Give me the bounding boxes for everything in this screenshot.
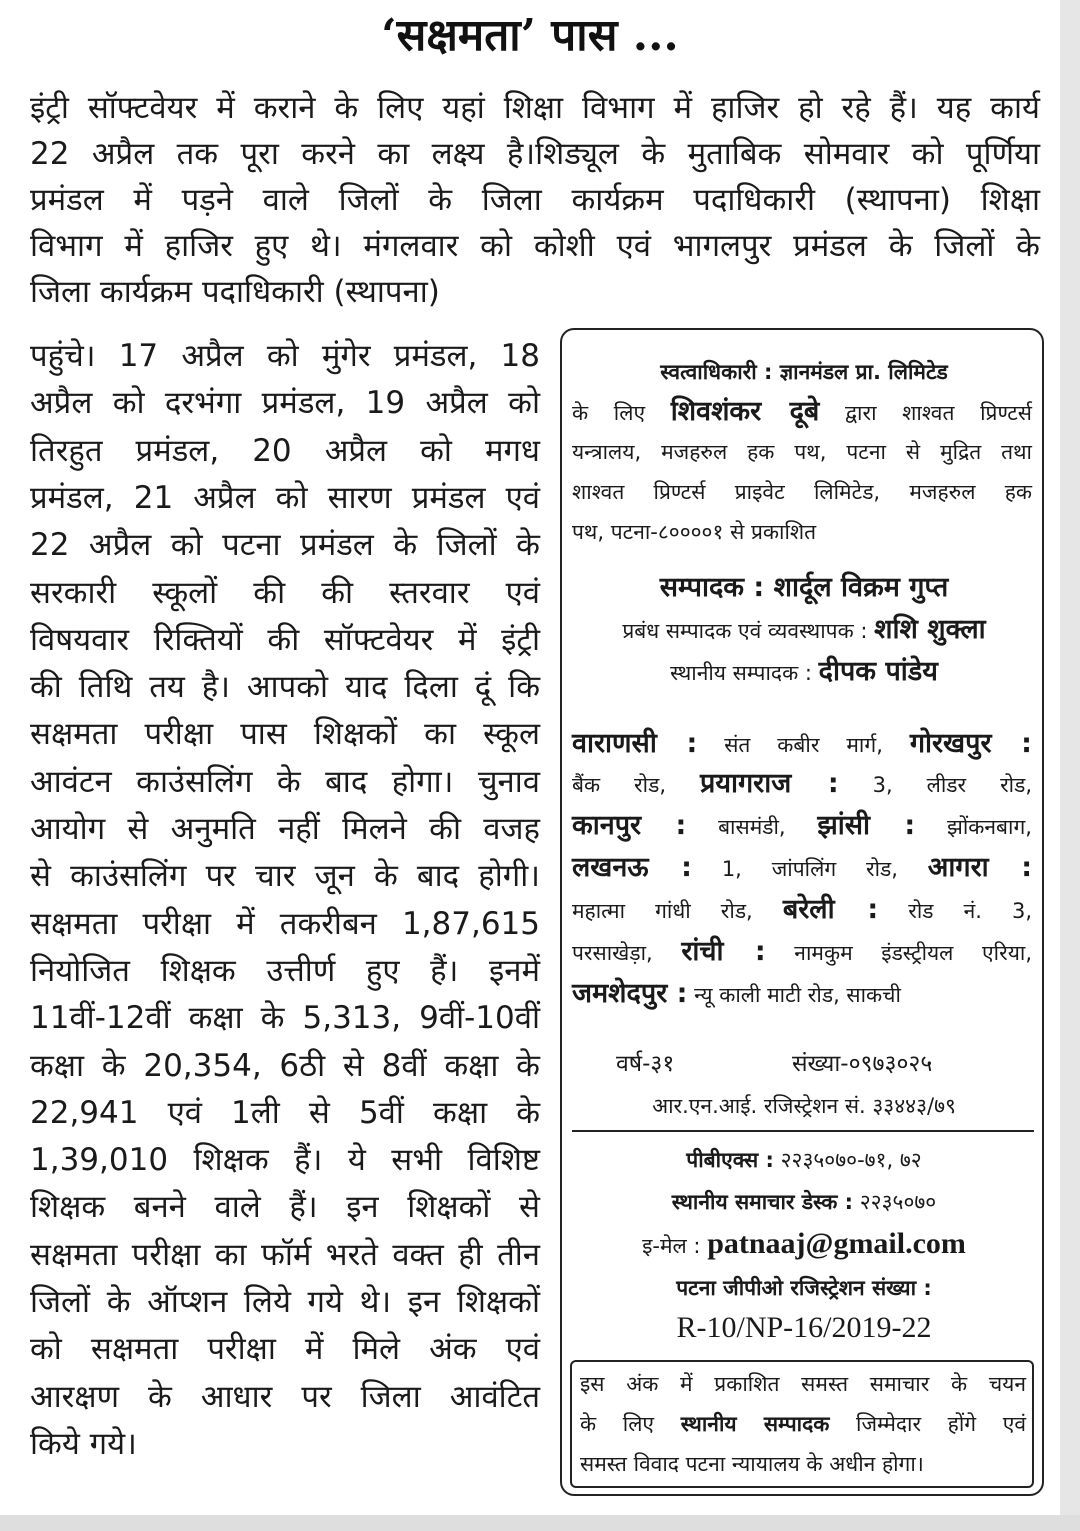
article-line: सक्षमता परीक्षा में तकरीबन 1,87,615 xyxy=(30,905,540,942)
printer-line: के लिए शिवशंकर दूबे द्वारा शाश्वत प्रिण्टर्स xyxy=(572,396,1032,427)
press-line-2: शाश्वत प्रिण्टर्स प्राइवेट लिमिटेड, मजहरुल हक xyxy=(572,480,1032,504)
article-line: विभाग में हाजिर हुए थे। मंगलवार को कोशी एवं भागलपुर प्रमंडल के जिलों के xyxy=(30,228,1040,264)
press-line-1: यन्त्रालय, मजहरुल हक पथ, पटना से मुद्रित तथा xyxy=(572,440,1032,464)
office-line-5: महात्मा गांधी रोड, बरेली : रोड नं. 3, xyxy=(572,894,1033,925)
article-line: कक्षा के 20,354, 6ठी से 8वीं कक्षा के xyxy=(30,1047,540,1084)
article-line: जिलों के ऑप्शन लिये गये थे। इन शिक्षकों xyxy=(30,1284,540,1320)
imprint-box xyxy=(560,328,1044,1496)
article-line: आरक्षण के आधार पर जिला आवंटित xyxy=(30,1378,540,1415)
owner-line: स्वत्वाधिकारी : ज्ञानमंडल प्रा. लिमिटेड xyxy=(660,360,948,384)
issue-number: संख्या-०९७३०२५ xyxy=(792,1051,933,1077)
notice-line-3: समस्त विवाद पटना न्यायालय के अधीन होगा। xyxy=(580,1452,924,1476)
notice-box xyxy=(570,1360,1034,1488)
article-line: तिरहुत प्रमंडल, 20 अप्रैल को मगध xyxy=(30,432,540,469)
right-margin-strip xyxy=(1060,0,1080,1531)
article-line: अप्रैल को दरभंगा प्रमंडल, 19 अप्रैल को xyxy=(30,385,540,422)
article-line: विषयवार रिक्तियों की सॉफ्टवेयर में इंट्री xyxy=(30,621,540,658)
article-line: जिला कार्यक्रम पदाधिकारी (स्थापना) xyxy=(30,274,440,310)
article-line: को सक्षमता परीक्षा में मिले अंक एवं xyxy=(30,1331,540,1368)
article-line: प्रमंडल में पड़ने वाले जिलों के जिला कार्यक्रम पदाधिकारी (स्थापना) शिक्षा xyxy=(30,182,1040,218)
pbx-line: पीबीएक्स : २२३५०७०-७१, ७२ xyxy=(686,1148,922,1172)
email-line: इ-मेल : patnaaj@gmail.com xyxy=(642,1227,966,1260)
article-line: सरकारी स्कूलों की की स्तरवार एवं xyxy=(30,574,540,611)
article-line: 11वीं-12वीं कक्षा के 5,313, 9वीं-10वीं xyxy=(30,1000,540,1037)
local-editor-name: दीपक पांडेय xyxy=(818,656,938,687)
article-line: 22,941 एवं 1ली से 5वीं कक्षा के xyxy=(30,1094,540,1131)
rni-registration: आर.एन.आई. रजिस्ट्रेशन सं. ३३४४३/७९ xyxy=(652,1094,956,1118)
article-line: आवंटन काउंसलिंग के बाद होगा। चुनाव xyxy=(30,763,540,800)
bottom-margin-strip xyxy=(0,1515,1080,1531)
article-line: आयोग से अनुमति नहीं मिलने की वजह xyxy=(30,811,540,847)
article-line: 22 अप्रैल को पटना प्रमंडल के जिलों के xyxy=(30,527,540,564)
gpo-label: पटना जीपीओ रजिस्ट्रेशन संख्या : xyxy=(676,1276,932,1300)
press-line-3: पथ, पटना-८००००१ से प्रकाशित xyxy=(572,520,817,544)
email-address: patnaaj@gmail.com xyxy=(707,1227,966,1260)
editor-line: सम्पादक : शार्दूल विक्रम गुप्त xyxy=(659,572,949,603)
article-line: प्रमंडल, 21 अप्रैल को सारण प्रमंडल एवं xyxy=(30,479,540,516)
article-line: पहुंचे। 17 अप्रैल को मुंगेर प्रमंडल, 18 xyxy=(30,338,540,374)
year-label: वर्ष-३१ xyxy=(616,1051,675,1077)
separator-line xyxy=(572,1130,1034,1132)
notice-line-2: के लिए स्थानीय सम्पादक जिम्मेदार होंगे एवं xyxy=(580,1412,1027,1436)
local-editor-line: स्थानीय सम्पादक : दीपक पांडेय xyxy=(670,656,938,687)
article-line: से काउंसलिंग पर चार जून के बाद होगी। xyxy=(30,858,540,895)
office-line-1: वाराणसी : संत कबीर मार्ग, गोरखपुर : xyxy=(572,728,1032,759)
office-line-3: कानपुर : बासमंडी, झांसी : झोंकनबाग, xyxy=(572,810,1032,841)
managing-editor-name: शशि शुक्ला xyxy=(874,614,986,645)
headline: ‘सक्षमता’ पास ... xyxy=(381,10,679,61)
office-line-7: जमशेदपुर : न्यू काली माटी रोड, साकची xyxy=(572,978,901,1009)
article-line: शिक्षक बनने वाले हैं। इन शिक्षकों से xyxy=(30,1189,540,1226)
office-line-4: लखनऊ : 1, जांपलिंग रोड, आगरा : xyxy=(572,852,1032,883)
article-line: 22 अप्रैल तक पूरा करने का लक्ष्य है।शिड्यूल के मुताबिक सोमवार को पूर्णिया xyxy=(30,136,1040,172)
article-line: किये गये। xyxy=(30,1425,137,1462)
news-desk-line: स्थानीय समाचार डेस्क : २२३५०७० xyxy=(671,1190,937,1214)
article-line: की तिथि तय है। आपको याद दिला दूं कि xyxy=(30,669,540,706)
article-line: इंट्री सॉफ्टवेयर में कराने के लिए यहां शिक्षा विभाग में हाजिर हो रहे हैं। यह कार्य xyxy=(30,90,1040,126)
notice-line-1: इस अंक में प्रकाशित समस्त समाचार के चयन xyxy=(580,1372,1026,1396)
office-line-6: परसाखेड़ा, रांची : नामकुम इंडस्ट्रीयल एरिया, xyxy=(572,936,1032,967)
managing-editor-line: प्रबंध सम्पादक एवं व्यवस्थापक : शशि शुक्ला xyxy=(622,614,986,645)
printer-name: शिवशंकर दूबे xyxy=(670,396,820,427)
gpo-number: R-10/NP-16/2019-22 xyxy=(676,1311,932,1344)
article-line: 1,39,010 शिक्षक हैं। ये सभी विशिष्ट xyxy=(30,1142,540,1179)
article-line: नियोजित शिक्षक उत्तीर्ण हुए हैं। इनमें xyxy=(30,952,540,989)
article-line: सक्षमता परीक्षा का फॉर्म भरते वक्त ही तीन xyxy=(30,1236,540,1273)
article-line: सक्षमता परीक्षा पास शिक्षकों का स्कूल xyxy=(30,716,540,753)
office-line-2: बैंक रोड, प्रयागराज : 3, लीडर रोड, xyxy=(572,768,1033,799)
